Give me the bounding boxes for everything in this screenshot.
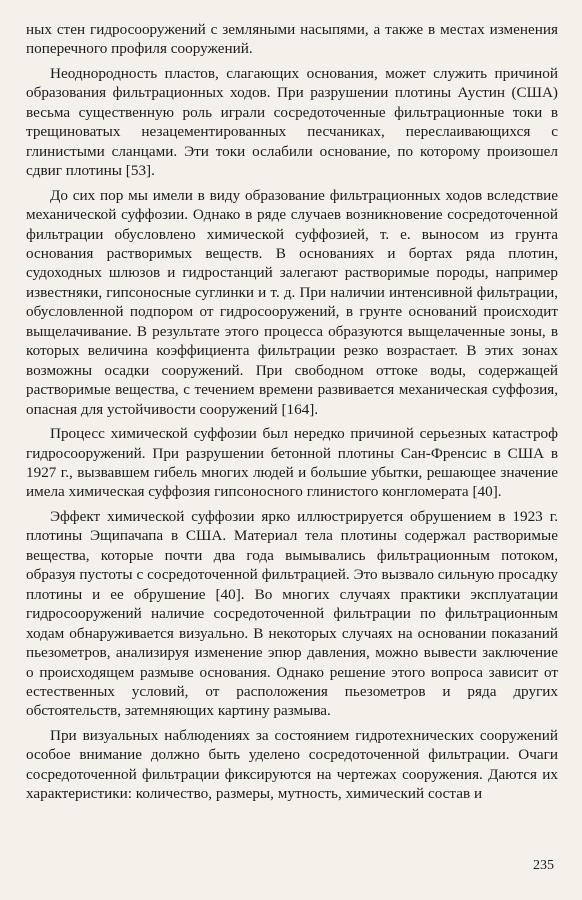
page-number: 235 [533, 858, 554, 873]
paragraph-4: Процесс химической суффозии был нередко причиной серьезных катастроф гидросооружений. При разрушении бетонной плотины Сан-Френсис в США в 1927 г., вызвавшем гибель многих людей и большие убытки, решающее значение имела химическая суффозия гипсоносного глинистого конгломерата [40]. [26, 425, 558, 501]
paragraph-5: Эффект химической суффозии ярко иллюстрируется обрушением в 1923 г. плотины Эщипачапа в США. Материал тела плотины содержал растворимые вещества, которые почти два года вымывались фильтрационным потоком, образуя пустоты с сосредоточенной фильтрацией. Это вызвало сильную просадку плотины и ее обрушение [40]. Во многих случаях практики эксплуатации гидросооружений наличие сосредоточенной фильтрации по фильтрационным ходам обнаруживается визуально. В некоторых случаях на основании показаний пьезометров, анализируя изменение эпюр давления, можно вывести заключение о происходящем размыве основания. Однако решение этого вопроса зависит от естественных условий, от расположения пьезометров и ряда других обстоятельств, затемняющих картину размыва. [26, 507, 558, 720]
paragraph-1: ных стен гидросооружений с земляными насыпями, а также в местах изменения поперечного профиля сооружений. [26, 21, 558, 58]
paragraph-3: До сих пор мы имели в виду образование фильтрационных ходов вследствие механической суффозии. Однако в ряде случаев возникновение сосредоточенной фильтрации обусловлено химической суффозией, т. е. выносом из грунта основания растворимых веществ. В основаниях и бортах ряда плотин, судоходных шлюзов и гидростанций залегают растворимые породы, например известняки, гипсоносные суглинки и т. д. При наличии интенсивной фильтрации, обусловленной подпором от гидросооружений, в грунте оснований происходит выщелачивание. В результате этого процесса образуются выщелаченные зоны, в которых величина коэффициента фильтрации резко возрастает. В этих зонах возможны осадки сооружений. При свободном оттоке воды, содержащей растворимые вещества, с течением времени развивается механическая суффозия, опасная для устойчивости сооружений [164]. [26, 186, 558, 418]
paragraph-2: Неоднородность пластов, слагающих основания, может служить причиной образования фильтрационных ходов. При разрушении плотины Аустин (США) весьма существенную роль играли сосредоточенные фильтрационные токи в трещиноватых незацементированных песчаниках, переслаивающихся с глинистыми сланцами. Эти токи ослабили основание, по которому произошел сдвиг плотины [53]. [26, 64, 558, 180]
page-body [26, 20, 558, 804]
paragraph-6: При визуальных наблюдениях за состоянием гидротехнических сооружений особое внимание должно быть уделено сосредоточенной фильтрации. Очаги сосредоточенной фильтрации фиксируются на чертежах сооружения. Даются их характеристики: количество, размеры, мутность, химический состав и [26, 726, 558, 803]
